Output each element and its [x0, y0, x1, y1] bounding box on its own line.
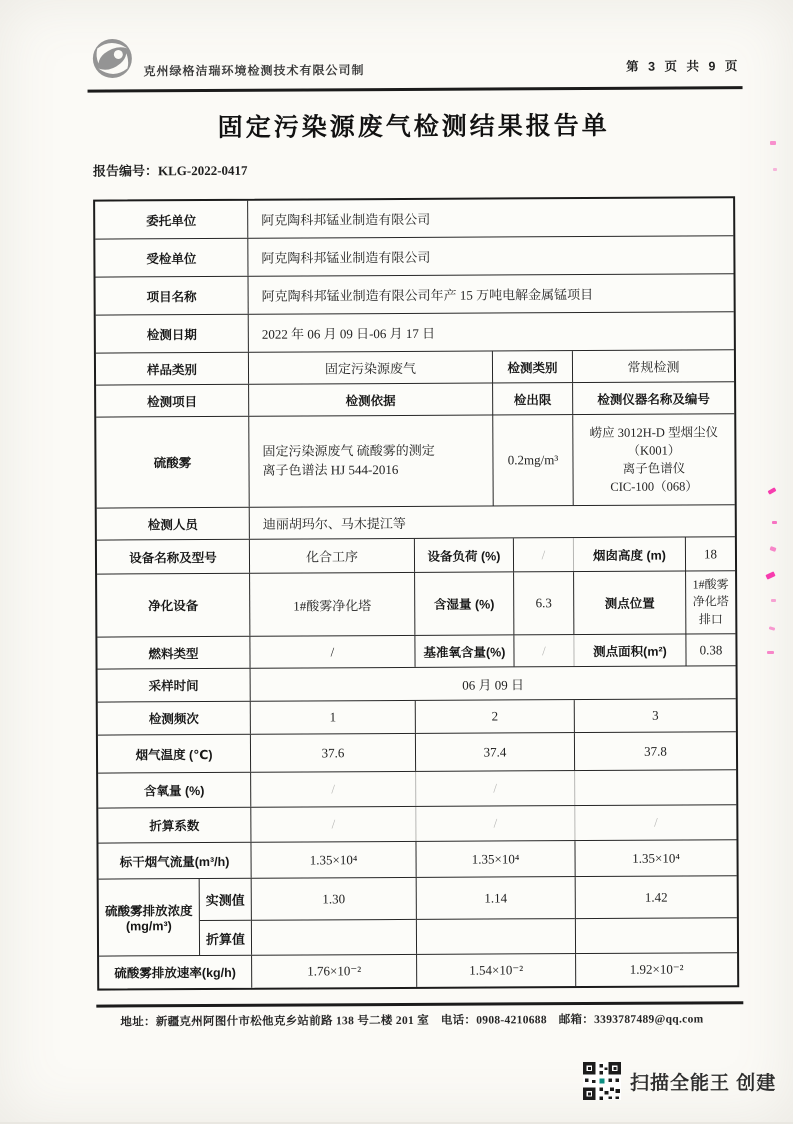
row-value: 1#酸雾净化塔 [250, 573, 415, 636]
row-label: 硫酸雾排放速率(kg/h) [99, 956, 252, 989]
row-value: 化合工序 [250, 539, 415, 573]
row-value: / [654, 814, 658, 830]
row-value: / [416, 806, 575, 841]
col-label: 测点位置 [574, 571, 686, 634]
scan-artifact [767, 651, 774, 654]
row-label: 硫酸雾排放浓度(mg/m³) [99, 879, 200, 956]
company-logo-icon [89, 35, 135, 81]
row-label: 燃料类型 [97, 637, 250, 669]
table-row [96, 312, 734, 353]
row-label: 折算系数 [98, 808, 251, 843]
col-label: 烟囱高度 (m) [574, 537, 686, 571]
detection-limit: 0.2mg/m³ [493, 415, 573, 505]
report-number-line [93, 157, 791, 180]
row-value: / [250, 636, 415, 668]
scan-artifact [772, 521, 777, 524]
camscanner-watermark [583, 1062, 776, 1100]
frequency-1: 1 [251, 701, 416, 734]
sub-row-label: 折算值 [205, 931, 246, 947]
row-label: 烟气温度 (℃) [98, 735, 251, 773]
row-value: 阿克陶科邦锰业制造有限公司 [261, 211, 431, 228]
frequency-2: 2 [416, 700, 575, 733]
col-label: 基准氧含量(%) [415, 635, 514, 667]
footer-contact-line: 地址：新疆克州阿图什市松他克乡站前路 138 号二楼 201 室 电话：0908-4210688 邮箱：3393787489@qq.com [120, 1012, 704, 1028]
col-label: 含湿量 (%) [415, 572, 514, 635]
frequency-3: 3 [652, 707, 659, 723]
row-value [575, 770, 736, 805]
row-value: / [416, 771, 575, 806]
footer-rule [96, 1001, 743, 1007]
emission-rate-2: 1.54×10⁻² [417, 954, 576, 987]
row-value: 0.38 [699, 641, 723, 657]
col-label: 设备负荷 (%) [415, 538, 514, 572]
row-label: 净化设备 [97, 574, 250, 637]
report-table [93, 196, 739, 990]
row-label: 含氧量 (%) [98, 773, 251, 808]
table-row [98, 732, 736, 773]
parameter-name: 硫酸雾 [96, 417, 249, 508]
sub-row-label: 实测值 [200, 879, 251, 921]
table-row [97, 634, 735, 669]
row-value: 阿克陶科邦锰业制造有限公司年产 15 万吨电解金属锰项目 [261, 286, 594, 304]
temperature-3: 37.8 [644, 743, 667, 759]
row-label: 样品类别 [96, 353, 249, 385]
row-label: 标干烟气流量(m³/h) [98, 843, 251, 879]
camscanner-text: 扫描全能王 创建 [630, 1072, 777, 1094]
row-value: 2022 年 06 月 09 日-06 月 17 日 [261, 325, 436, 342]
concentration-1: 1.30 [252, 878, 416, 921]
table-row-group [99, 876, 737, 956]
report-number-value: KLG-2022-0417 [157, 162, 248, 179]
table-row [98, 770, 736, 808]
row-label: 采样时间 [98, 669, 251, 702]
table-row [97, 571, 735, 637]
report-number-label: 报告编号： [92, 163, 159, 179]
row-value: 迪丽胡玛尔、马木提江等 [262, 515, 406, 532]
table-row [99, 953, 737, 988]
row-value: 18 [703, 545, 718, 561]
col-header: 检出限 [493, 383, 573, 414]
sample-type: 固定污染源废气 [249, 351, 493, 383]
scan-artifact [773, 168, 777, 171]
row-value: 1#酸雾 净化塔 排口 [692, 577, 729, 627]
report-title: 固定污染源废气检测结果报告单 [217, 111, 610, 142]
table-row [98, 699, 736, 735]
row-value: 阿克陶科邦锰业制造有限公司 [261, 249, 431, 266]
table-row [96, 350, 734, 385]
flow-rate-1: 1.35×10⁴ [251, 842, 416, 878]
test-category: 常规检测 [627, 359, 680, 375]
table-row [98, 840, 736, 879]
row-label: 委托单位 [95, 201, 248, 239]
table-row [98, 805, 736, 843]
company-name: 克州绿格洁瑞环境检测技术有限公司制 [143, 63, 365, 79]
row-label: 受检单位 [95, 239, 248, 277]
col-label: 检测类别 [493, 351, 573, 382]
scan-artifact [771, 599, 776, 602]
scan-artifact [770, 141, 776, 145]
flow-rate-2: 1.35×10⁴ [416, 841, 575, 877]
row-label: 检测人员 [97, 508, 250, 540]
col-header: 检测仪器名称及编号 [597, 391, 710, 407]
concentration-3: 1.42 [576, 876, 737, 919]
table-row [95, 236, 733, 277]
page-indicator: 第 3 页 共 9 页 [626, 59, 741, 74]
table-header-row [96, 382, 734, 417]
table-row [96, 414, 734, 508]
table-row [98, 666, 736, 702]
table-row [97, 537, 735, 574]
row-label: 设备名称及型号 [97, 540, 250, 574]
table-row [96, 274, 734, 315]
table-row [97, 505, 735, 540]
table-row [95, 198, 733, 239]
converted-1 [252, 920, 416, 955]
method-reference: 固定污染源废气 硫酸雾的测定 离子色谱法 HJ 544-2016 [249, 415, 493, 506]
col-label: 测点面积(m²) [574, 634, 686, 666]
row-label: 项目名称 [96, 277, 249, 315]
converted-3 [576, 918, 737, 953]
header-rule [88, 86, 743, 92]
row-value: / [514, 635, 574, 666]
flow-rate-3: 1.35×10⁴ [632, 850, 680, 866]
temperature-2: 37.4 [416, 733, 575, 771]
row-value: 6.3 [514, 572, 574, 634]
page-header [89, 32, 740, 87]
emission-rate-1: 1.76×10⁻² [252, 955, 417, 988]
emission-rate-3: 1.92×10⁻² [629, 961, 684, 977]
temperature-1: 37.6 [251, 734, 416, 772]
row-value: / [251, 772, 416, 807]
row-value: / [251, 807, 416, 842]
instrument-info: 崂应 3012H-D 型烟尘仪 （K001） 离子色谱仪 CIC-100（068） [589, 425, 719, 495]
col-header: 检测依据 [249, 383, 493, 415]
row-label: 检测频次 [98, 702, 251, 735]
qr-code-icon [583, 1062, 621, 1100]
col-header: 检测项目 [96, 385, 249, 417]
row-value: / [514, 538, 574, 571]
converted-2 [417, 919, 575, 954]
concentration-2: 1.14 [417, 877, 575, 920]
sampling-date: 06 月 09 日 [462, 676, 525, 693]
row-label: 检测日期 [96, 315, 249, 353]
